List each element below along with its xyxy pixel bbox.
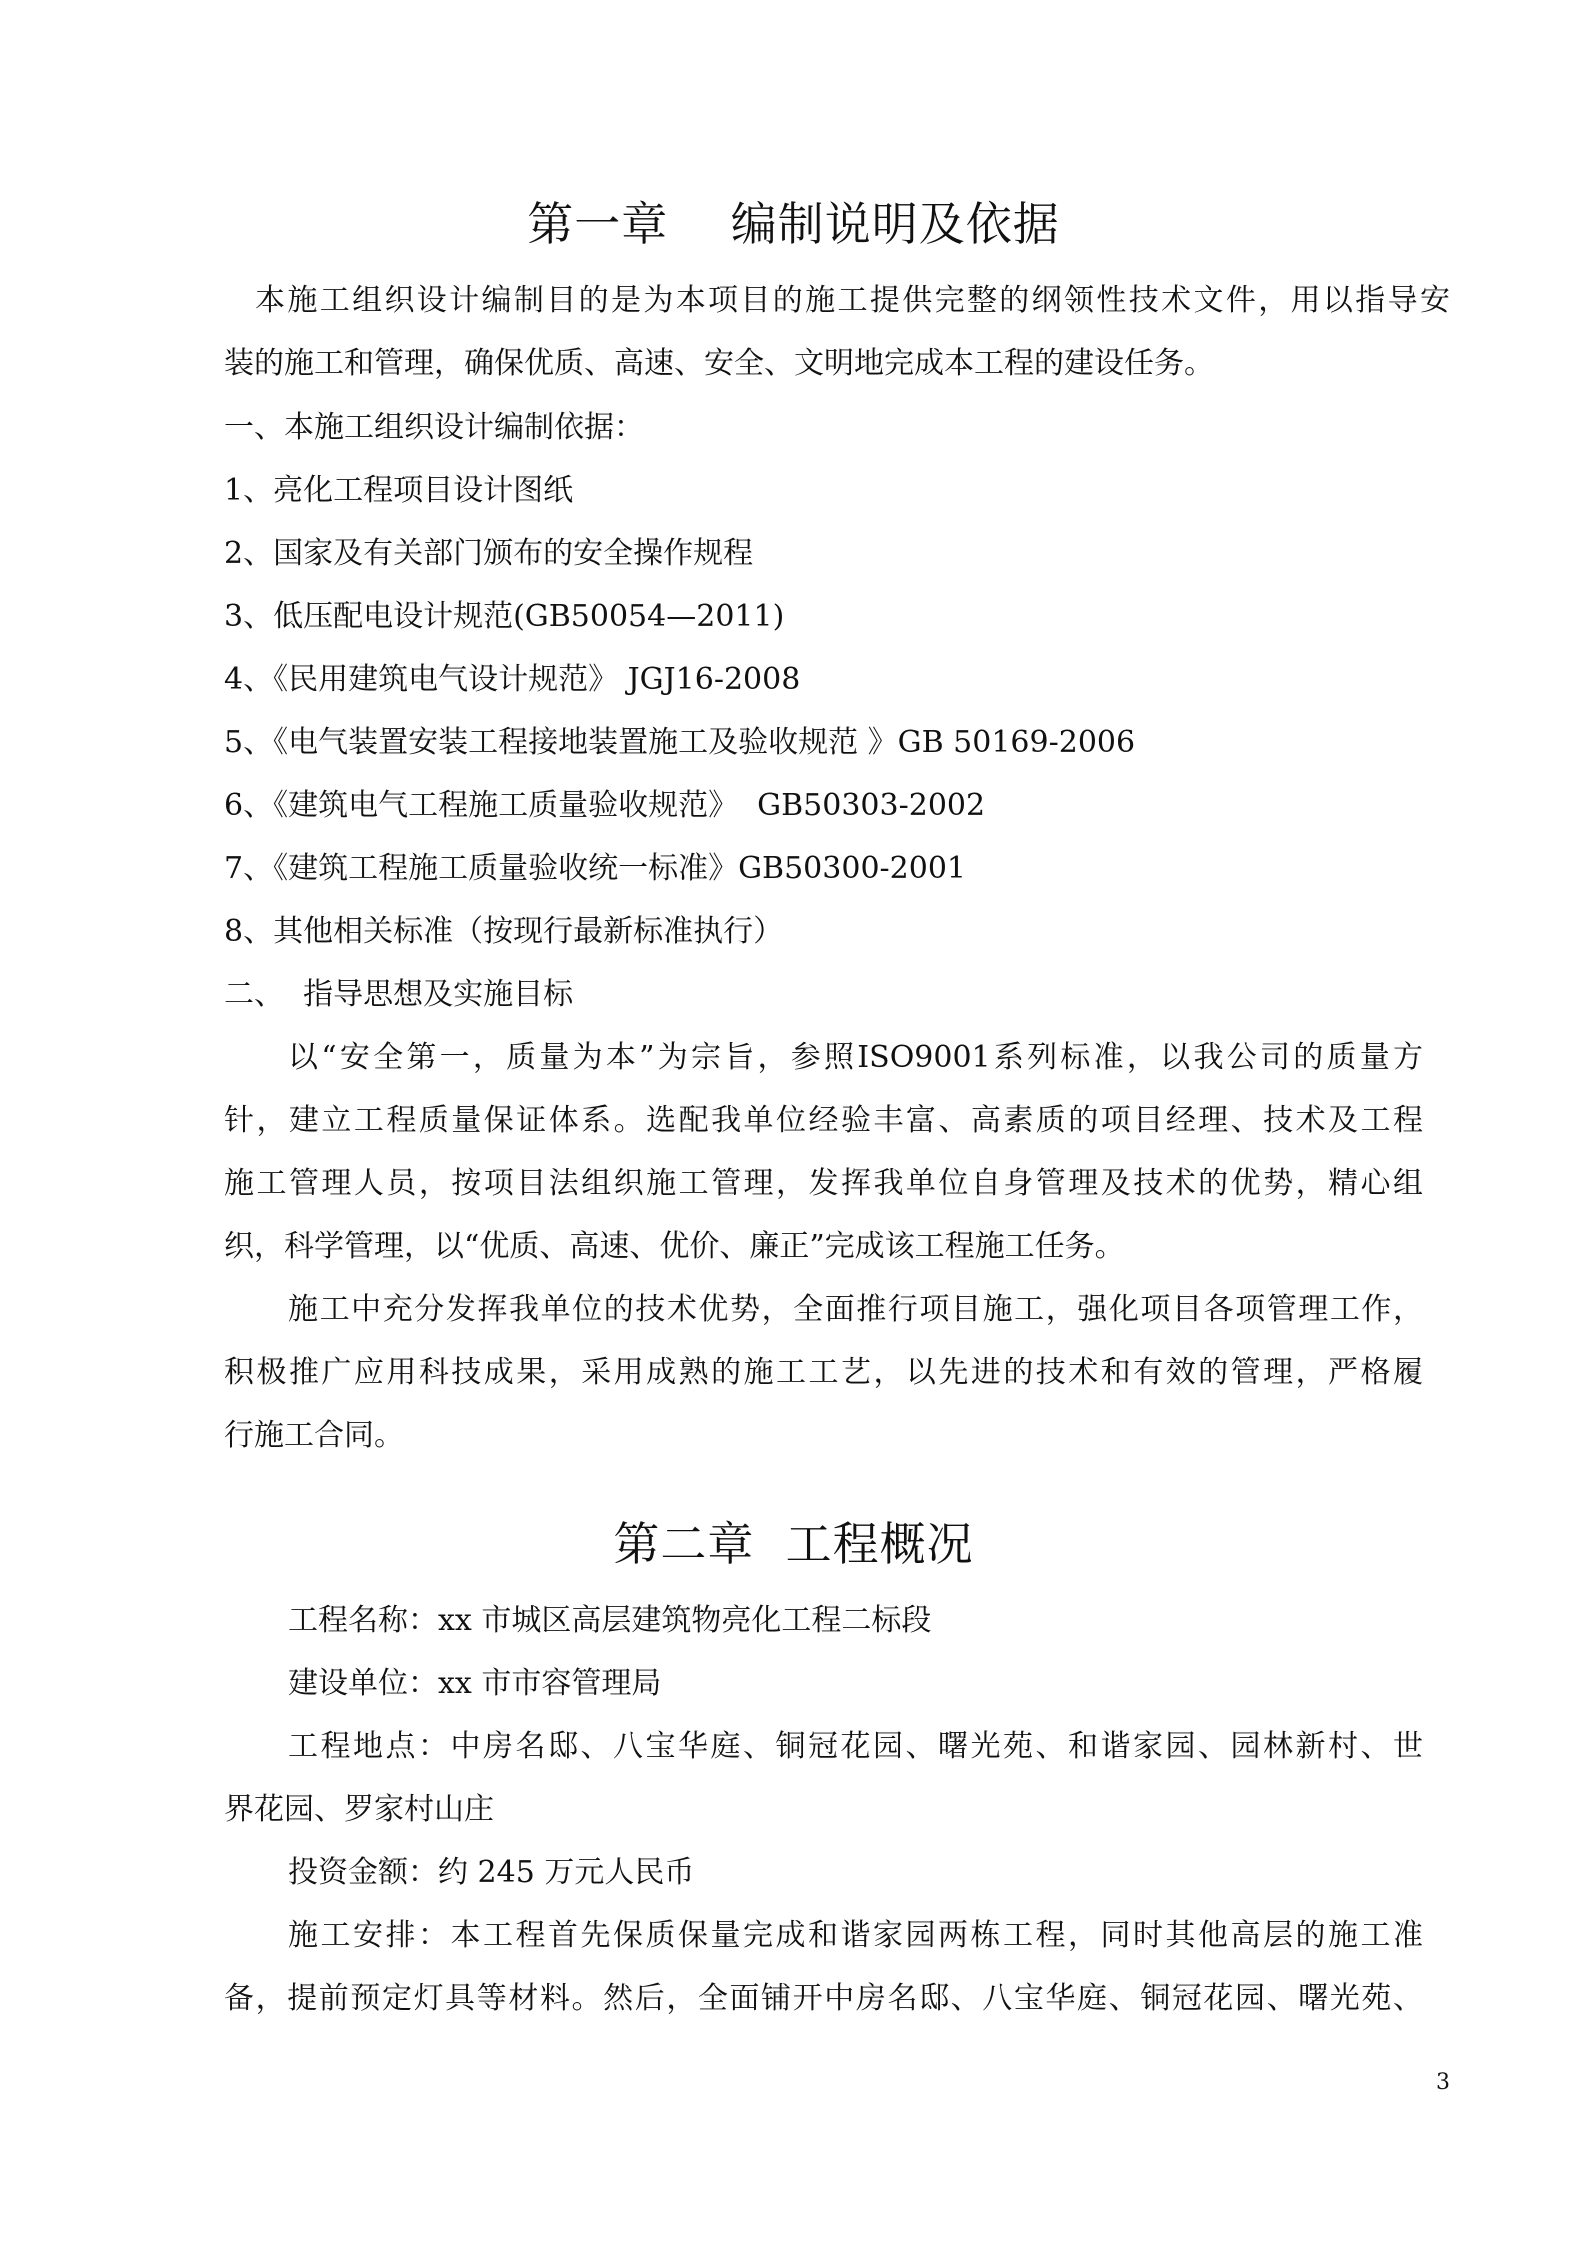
chapter2-title: 第二章 工程概况 [613,1517,974,1571]
schedule-line-1: 施工安排：本工程首先保质保量完成和谐家园两栋工程，同时其他高层的施工准 [288,1918,1423,1953]
chapter1-title: 第一章 编制说明及依据 [527,197,1060,251]
client: 建设单位：xx 市市容管理局 [288,1666,662,1701]
basis-item-4: 4、《民用建筑电气设计规范》 JGJ16-2008 [224,662,801,697]
guiding-para1-line-3: 施工管理人员，按项目法组织施工管理，发挥我单位自身管理及技术的优势，精心组 [224,1166,1423,1201]
page-number: 3 [1436,2070,1450,2095]
location-line-1: 工程地点：中房名邸、八宝华庭、铜冠花园、曙光苑、和谐家园、园林新村、世 [288,1729,1423,1764]
guiding-para1-line-2: 针，建立工程质量保证体系。选配我单位经验丰富、高素质的项目经理、技术及工程 [224,1103,1423,1138]
basis-item-8: 8、其他相关标准（按现行最新标准执行） [224,914,784,949]
basis-item-3: 3、低压配电设计规范(GB50054—2011) [224,599,785,634]
guiding-para2-line-1: 施工中充分发挥我单位的技术优势，全面推行项目施工，强化项目各项管理工作， [288,1292,1423,1327]
basis-item-6: 6、《建筑电气工程施工质量验收规范》 GB50303-2002 [224,788,986,823]
basis-item-5: 5、《电气装置安装工程接地装置施工及验收规范 》GB 50169-2006 [224,725,1136,760]
investment: 投资金额：约 245 万元人民币 [288,1855,695,1890]
schedule-line-2: 备，提前预定灯具等材料。然后，全面铺开中房名邸、八宝华庭、铜冠花园、曙光苑、 [224,1981,1423,2016]
guiding-heading: 二、 指导思想及实施目标 [224,977,574,1012]
basis-item-2: 2、国家及有关部门颁布的安全操作规程 [224,536,754,571]
project-name: 工程名称：xx 市城区高层建筑物亮化工程二标段 [288,1603,932,1638]
location-line-2: 界花园、罗家村山庄 [224,1792,494,1827]
basis-heading: 一、本施工组织设计编制依据： [224,410,644,445]
guiding-para2-line-2: 积极推广应用科技成果，采用成熟的施工工艺，以先进的技术和有效的管理，严格履 [224,1355,1423,1390]
basis-item-7: 7、《建筑工程施工质量验收统一标准》GB50300-2001 [224,851,967,886]
chapter1-intro-line-2: 装的施工和管理，确保优质、高速、安全、文明地完成本工程的建设任务。 [224,346,1214,381]
guiding-para1-line-1: 以“安全第一，质量为本”为宗旨，参照ISO9001系列标准，以我公司的质量方 [288,1040,1423,1075]
guiding-para2-line-3: 行施工合同。 [224,1418,404,1453]
chapter1-intro-line-1: 本施工组织设计编制目的是为本项目的施工提供完整的纲领性技术文件，用以指导安 [255,283,1450,318]
basis-item-1: 1、亮化工程项目设计图纸 [224,473,574,508]
guiding-para1-line-4: 织，科学管理，以“优质、高速、优价、廉正”完成该工程施工任务。 [224,1229,1125,1264]
